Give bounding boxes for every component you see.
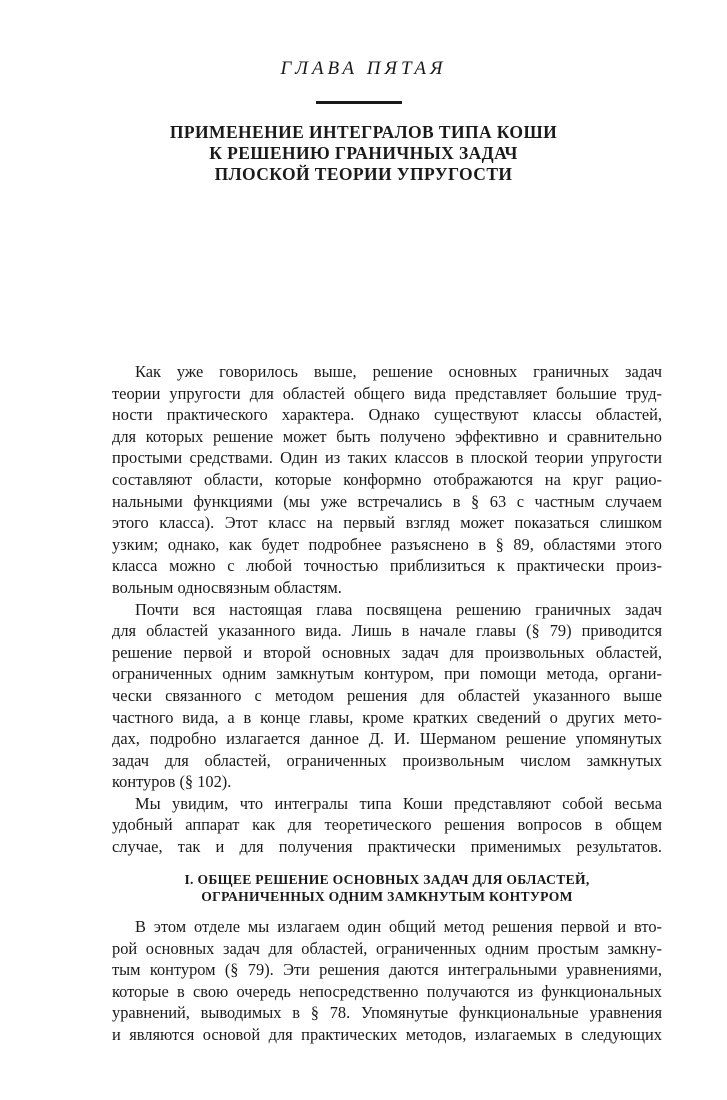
text-line: ности практического характера. Однако существуют классы областей, [112,405,662,425]
chapter-title-line: ПРИМЕНЕНИЕ ИНТЕГРАЛОВ ТИПА КОШИ [169,122,558,142]
text-line: удобный аппарат как для теоретического решения вопросов в общем [112,815,662,835]
text-line: Мы увидим, что интегралы типа Коши представляют собой весьма [135,793,662,813]
text-line: случае, так и для получения практически применимых результатов. [112,837,662,857]
text-line: Почти вся настоящая глава посвящена решению граничных задач [135,599,662,619]
chapter-title-line: ПЛОСКОЙ ТЕОРИИ УПРУГОСТИ [214,164,513,184]
paragraph-intro [112,361,662,858]
text-line: для которых решение может быть получено эффективно и сравнительно [112,426,662,446]
text-line: частного вида, а в конце главы, кроме кратких сведений о других мето- [112,707,662,727]
text-line: этого класса). Этот класс на первый взгляд может показаться слишком [112,513,662,533]
text-line: составляют области, которые конформно отображаются на круг рацио- [112,469,662,489]
text-line: чески связанного с методом решения для областей указанного выше [112,685,662,705]
text-line: дах, подробно излагается данное Д. И. Шерманом решение упомянутых [112,729,662,749]
text-line: рой основных задач для областей, ограниченных одним простым замкну- [112,938,662,958]
paragraph-section-body [112,916,662,1046]
text-line: класса можно с любой точностью приблизиться к практически произ- [112,556,662,576]
text-line: контуров (§ 102). [112,772,232,792]
section-heading-line: I. ОБЩЕЕ РЕШЕНИЕ ОСНОВНЫХ ЗАДАЧ ДЛЯ ОБЛАСТЕЙ, [184,872,590,887]
text-line: уравнений, выводимых в § 78. Упомянутые функциональные уравнения [112,1003,662,1023]
chapter-title [0,122,727,185]
text-line: вольным односвязным областям. [112,577,342,597]
text-line: и являются основой для практических методов, излагаемых в следующих [112,1024,662,1044]
section-heading [112,871,662,905]
chapter-title-line: К РЕШЕНИЮ ГРАНИЧНЫХ ЗАДАЧ [209,143,518,163]
text-line: Как уже говорилось выше, решение основных граничных задач [135,362,662,381]
text-line: ограниченных одним замкнутым контуром, при помощи метода, органи- [112,664,662,684]
text-line: узким; однако, как будет подробнее разъяснено в § 89, областями этого [112,534,662,554]
text-line: задач для областей, ограниченных произвольным числом замкнутых [112,750,662,770]
text-line: В этом отделе мы излагаем один общий метод решения первой и вто- [135,917,662,936]
text-line: тым контуром (§ 79). Эти решения даются интегральными уравнениями, [112,960,662,980]
text-line: решение первой и второй основных задач для произвольных областей, [112,642,662,662]
section-heading-line: ОГРАНИЧЕННЫХ ОДНИМ ЗАМКНУТЫМ КОНТУРОМ [201,889,573,904]
text-line: нальными функциями (мы уже встречались в § 63 с частным случаем [112,491,662,511]
text-line: простыми средствами. Один из таких классов в плоской теории упругости [112,448,662,468]
text-line: теории упругости для областей общего вида представляет большие труд- [112,383,662,403]
text-line: которые в свою очередь непосредственно получаются из функциональных [112,981,662,1001]
chapter-label: ГЛАВА ПЯТАЯ [280,58,447,79]
chapter-divider [316,101,402,104]
text-line: для областей указанного вида. Лишь в начале главы (§ 79) приводится [112,621,662,641]
